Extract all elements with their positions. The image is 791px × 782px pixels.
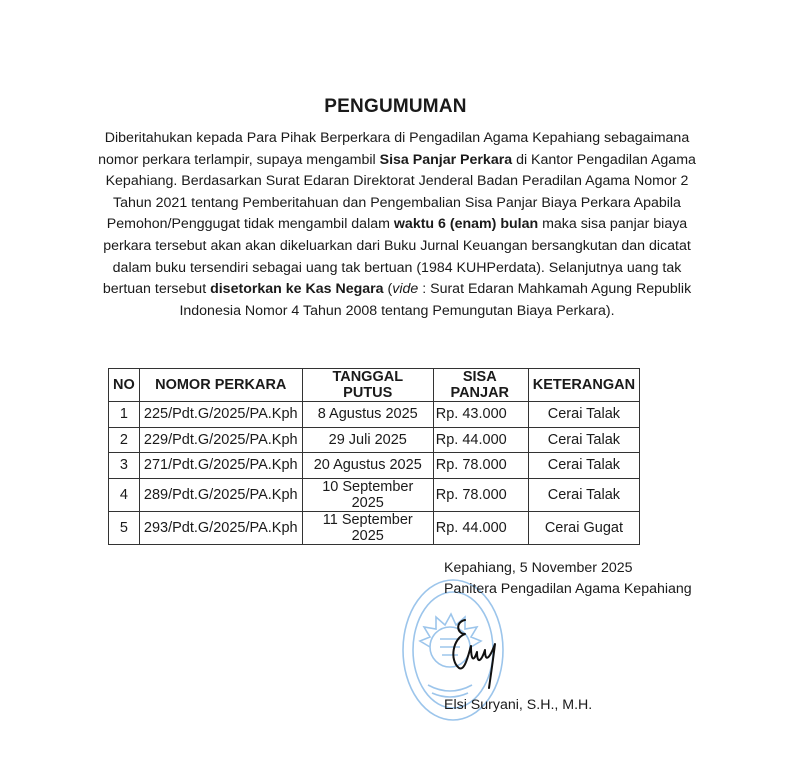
cell-keterangan: Cerai Gugat xyxy=(528,511,639,544)
cell-nomor-perkara: 225/Pdt.G/2025/PA.Kph xyxy=(139,402,302,428)
cell-no: 1 xyxy=(109,402,140,428)
cell-keterangan: Cerai Talak xyxy=(528,453,639,479)
announcement-paragraph xyxy=(92,128,702,322)
cell-sisa-panjar: Rp. 44.000 xyxy=(433,427,528,453)
cell-keterangan: Cerai Talak xyxy=(528,402,639,428)
header-nomor-perkara: NOMOR PERKARA xyxy=(139,369,302,402)
table-row xyxy=(109,453,640,479)
cell-tanggal-putus: 29 Juli 2025 xyxy=(302,427,433,453)
table-row xyxy=(109,427,640,453)
cell-tanggal-putus: 20 Agustus 2025 xyxy=(302,453,433,479)
cell-no: 3 xyxy=(109,453,140,479)
table-row xyxy=(109,402,640,428)
paragraph-segment: di Kantor Pengadilan Agama Kepahiang. Berdasarkan Surat Edaran Direktorat Jenderal Badan Peradilan Agama Nomor 2 Tahun 2021 tentang Pemberitahuan dan Pengembalian Sisa Panjar Biaya Perkara Apabila Pemohon/Penggugat tidak mengambil dalam xyxy=(105,151,696,233)
cell-no: 2 xyxy=(109,427,140,453)
paragraph-segment: ( xyxy=(383,281,393,298)
cell-keterangan: Cerai Talak xyxy=(528,478,639,511)
cell-nomor-perkara: 293/Pdt.G/2025/PA.Kph xyxy=(139,511,302,544)
table-header-row xyxy=(109,369,640,402)
place-date: Kepahiang, 5 November 2025 xyxy=(444,560,633,576)
cell-no: 5 xyxy=(109,511,140,544)
cell-nomor-perkara: 289/Pdt.G/2025/PA.Kph xyxy=(139,478,302,511)
case-table xyxy=(108,368,640,545)
cell-no: 4 xyxy=(109,478,140,511)
cell-sisa-panjar: Rp. 78.000 xyxy=(433,453,528,479)
header-sisa-panjar: SISA PANJAR xyxy=(433,369,528,402)
paragraph-italic: vide xyxy=(392,281,419,298)
paragraph-segment: Diberitahukan kepada Para Pihak Berperkara di Pengadilan Agama Kepahiang sebagaimana nomor perkara terlampir, supaya mengambil xyxy=(98,130,690,168)
cell-sisa-panjar: Rp. 43.000 xyxy=(433,402,528,428)
cell-tanggal-putus: 8 Agustus 2025 xyxy=(302,402,433,428)
cell-tanggal-putus: 10 September 2025 xyxy=(302,478,433,511)
cell-sisa-panjar: Rp. 44.000 xyxy=(433,511,528,544)
paragraph-segment: : Surat Edaran Mahkamah Agung Republik Indonesia Nomor 4 Tahun 2008 tentang Pemungutan Biaya Perkara). xyxy=(179,281,692,319)
header-tanggal-putus: TANGGAL PUTUS xyxy=(302,369,433,402)
paragraph-emphasis: waktu 6 (enam) bulan xyxy=(393,216,539,233)
cell-sisa-panjar: Rp. 78.000 xyxy=(433,478,528,511)
paragraph-emphasis: Sisa Panjar Perkara xyxy=(379,151,513,168)
signature-icon xyxy=(445,612,515,692)
signer-position: Panitera Pengadilan Agama Kepahiang xyxy=(444,581,692,597)
header-no: NO xyxy=(109,369,140,402)
cell-tanggal-putus: 11 September 2025 xyxy=(302,511,433,544)
cell-keterangan: Cerai Talak xyxy=(528,427,639,453)
paragraph-segment: maka sisa panjar biaya perkara tersebut akan akan dikeluarkan dari Buku Jurnal Keuangan bersangkutan dan dicatat dalam buku tersendiri sebagai uang tak bertuan (1984 KUHPerdata). Selanjutnya uang tak bertuan tersebut xyxy=(102,216,691,298)
signer-name: Elsi Suryani, S.H., M.H. xyxy=(444,697,593,713)
paragraph-emphasis: disetorkan ke Kas Negara xyxy=(210,281,384,298)
header-keterangan: KETERANGAN xyxy=(528,369,639,402)
table-row xyxy=(109,478,640,511)
document-title: PENGUMUMAN xyxy=(324,96,467,117)
cell-nomor-perkara: 271/Pdt.G/2025/PA.Kph xyxy=(139,453,302,479)
cell-nomor-perkara: 229/Pdt.G/2025/PA.Kph xyxy=(139,427,302,453)
table-row xyxy=(109,511,640,544)
